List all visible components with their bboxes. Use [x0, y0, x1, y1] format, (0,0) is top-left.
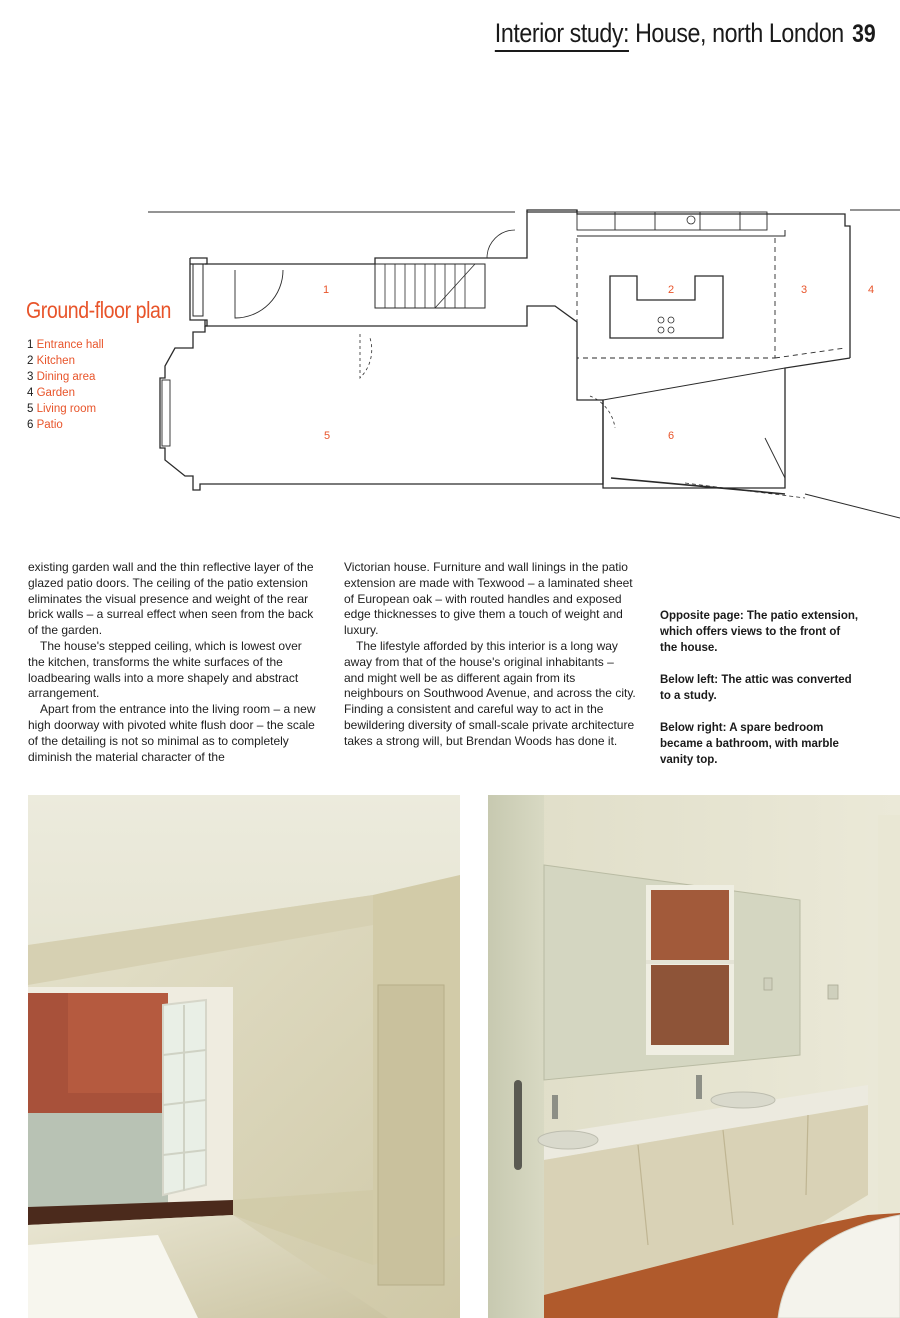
legend-item: 6 Patio — [27, 419, 63, 431]
section-label: Interior study: — [495, 18, 629, 52]
section-title — [495, 18, 844, 49]
room-number: 1 — [323, 284, 330, 296]
page-number: 39 — [852, 20, 876, 48]
legend-item: 4 Garden — [27, 387, 75, 399]
body-paragraph: existing garden wall and the thin reflective layer of the glazed patio doors. The ceiling of the patio extension eliminates the visual presence and weight of the rear brick walls – a surreal effect when seen from the back of the garden. — [28, 560, 314, 638]
room-number: 5 — [324, 430, 331, 442]
body-paragraph: The lifestyle afforded by this interior is a long way away from that of the house's original inhabitants – and might well be as different again from its neighbours on Southwood Avenue, and across the city. Finding a consistent and careful way to act in the bewildering diversity of small-scale private architecture takes a strong will, but Brendan Woods has done it. — [344, 638, 636, 748]
body-paragraph: Apart from the entrance into the living room – a new high doorway with pivoted white flush door – the scale of the detailing is not so minimal as to completely diminish the material character of the — [28, 702, 316, 764]
page-header — [438, 18, 878, 54]
body-column-2 — [344, 560, 636, 750]
legend-item: 3 Dining area — [27, 371, 96, 383]
caption-below-right: Below right: A spare bedroom became a bathroom, with marble vanity top. — [660, 722, 839, 766]
plan-legend — [27, 337, 104, 433]
legend-item: 1 Entrance hall — [27, 339, 104, 351]
photo-bathroom — [488, 795, 900, 1318]
legend-item: 5 Living room — [27, 403, 97, 415]
caption-opposite: Opposite page: The patio extension, which offers views to the front of the house. — [660, 610, 859, 654]
body-column-1 — [28, 560, 320, 765]
body-paragraph: Victorian house. Furniture and wall linings in the patio extension are made with Texwood – a laminated sheet of European oak – with routed handles and exposed edge thicknesses to give them a touch of weight and luxury. — [344, 560, 633, 638]
caption-below-left: Below left: The attic was converted to a study. — [660, 674, 852, 702]
plan-title: Ground-floor plan — [26, 297, 171, 323]
room-number: 4 — [868, 284, 875, 296]
room-number: 6 — [668, 430, 675, 442]
body-paragraph: The house's stepped ceiling, which is lowest over the kitchen, transforms the white surfaces of the loadbearing walls into a more shapely and abstract arrangement. — [28, 638, 302, 701]
photo-captions — [660, 608, 860, 784]
section-subject: House, north London — [635, 18, 845, 48]
room-number: 2 — [668, 284, 675, 296]
photo-attic-study — [28, 795, 460, 1318]
room-number: 3 — [801, 284, 808, 296]
legend-item: 2 Kitchen — [27, 355, 75, 367]
floor-plan — [145, 198, 900, 523]
